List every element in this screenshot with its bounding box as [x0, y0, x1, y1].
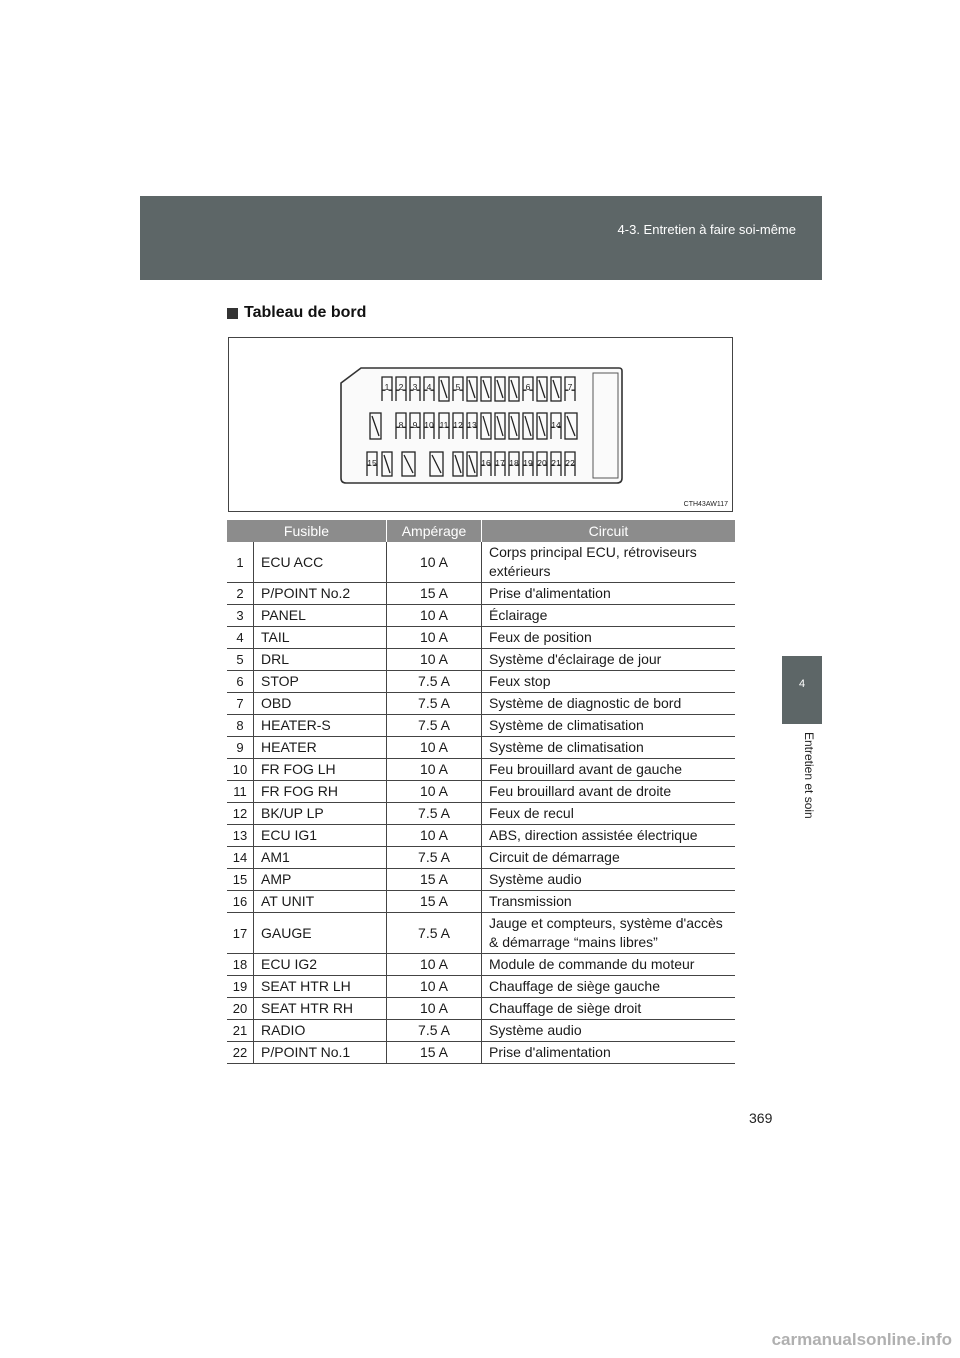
circuit-cell: Feu brouillard avant de gauche — [482, 759, 736, 781]
fuse-name-cell: AT UNIT — [254, 891, 387, 913]
circuit-cell: Prise d'alimentation — [482, 583, 736, 605]
amperage-cell: 15 A — [387, 1042, 482, 1064]
table-row — [227, 542, 735, 583]
col-header-circuit: Circuit — [482, 520, 736, 542]
table-row — [227, 954, 735, 976]
circuit-cell: Système audio — [482, 869, 736, 891]
circuit-cell: ABS, direction assistée électrique — [482, 825, 736, 847]
amperage-cell: 7.5 A — [387, 1020, 482, 1042]
fuse-number-label: 3 — [412, 382, 418, 392]
amperage-cell: 7.5 A — [387, 693, 482, 715]
amperage-cell: 10 A — [387, 954, 482, 976]
table-header-row — [227, 520, 735, 542]
fuse-name-cell: BK/UP LP — [254, 803, 387, 825]
amperage-cell: 7.5 A — [387, 715, 482, 737]
fuse-number-cell: 21 — [227, 1020, 254, 1042]
side-chapter-name: Entretien et soin — [802, 732, 816, 819]
fuse-number-cell: 20 — [227, 998, 254, 1020]
amperage-cell: 10 A — [387, 976, 482, 998]
fuse-name-cell: ECU IG2 — [254, 954, 387, 976]
table-row — [227, 913, 735, 954]
fuse-number-label: 6 — [525, 382, 531, 392]
fuse-name-cell: P/POINT No.2 — [254, 583, 387, 605]
fuse-name-cell: STOP — [254, 671, 387, 693]
table-row — [227, 649, 735, 671]
fuse-name-cell: DRL — [254, 649, 387, 671]
fuse-number-label: 5 — [455, 382, 461, 392]
fuse-number-label: 9 — [412, 420, 418, 430]
table-row — [227, 825, 735, 847]
fuse-number-label: 18 — [509, 458, 519, 468]
fuse-name-cell: HEATER-S — [254, 715, 387, 737]
circuit-cell: Système d'éclairage de jour — [482, 649, 736, 671]
fuse-number-cell: 16 — [227, 891, 254, 913]
table-row — [227, 605, 735, 627]
fuse-name-cell: HEATER — [254, 737, 387, 759]
fuse-number-cell: 15 — [227, 869, 254, 891]
circuit-cell: Feux de position — [482, 627, 736, 649]
fuse-name-cell: FR FOG LH — [254, 759, 387, 781]
side-chapter-label — [787, 732, 817, 872]
fuse-number-cell: 4 — [227, 627, 254, 649]
table-row — [227, 715, 735, 737]
chapter-header — [140, 196, 822, 280]
fuse-name-cell: FR FOG RH — [254, 781, 387, 803]
fuse-box-drawing — [229, 338, 734, 513]
section-heading — [227, 304, 366, 322]
col-header-fuse: Fusible — [227, 520, 387, 542]
square-bullet-icon — [227, 308, 238, 319]
fuse-number-cell: 17 — [227, 913, 254, 954]
fuse-number-label: 10 — [424, 420, 434, 430]
amperage-cell: 10 A — [387, 605, 482, 627]
circuit-cell: Corps principal ECU, rétroviseurs extérieurs — [482, 542, 736, 583]
fuse-number-cell: 1 — [227, 542, 254, 583]
amperage-cell: 10 A — [387, 998, 482, 1020]
amperage-cell: 15 A — [387, 869, 482, 891]
amperage-cell: 10 A — [387, 542, 482, 583]
amperage-cell: 10 A — [387, 759, 482, 781]
table-row — [227, 693, 735, 715]
fuse-name-cell: SEAT HTR RH — [254, 998, 387, 1020]
page-number: 369 — [749, 1110, 773, 1126]
fuse-number-cell: 11 — [227, 781, 254, 803]
table-row — [227, 847, 735, 869]
amperage-cell: 15 A — [387, 583, 482, 605]
fuse-number-label: 8 — [398, 420, 404, 430]
fuse-number-label: 16 — [481, 458, 491, 468]
fuse-number-cell: 8 — [227, 715, 254, 737]
circuit-cell: Transmission — [482, 891, 736, 913]
chapter-tab[interactable]: 4 — [782, 656, 822, 724]
table-row — [227, 737, 735, 759]
fuse-number-cell: 10 — [227, 759, 254, 781]
fuse-number-label: 11 — [439, 420, 449, 430]
table-row — [227, 1020, 735, 1042]
fuse-number-cell: 6 — [227, 671, 254, 693]
amperage-cell: 7.5 A — [387, 671, 482, 693]
circuit-cell: Chauffage de siège droit — [482, 998, 736, 1020]
fuse-number-label: 2 — [398, 382, 404, 392]
amperage-cell: 10 A — [387, 649, 482, 671]
fuse-number-cell: 3 — [227, 605, 254, 627]
table-row — [227, 781, 735, 803]
table-row — [227, 869, 735, 891]
fuse-name-cell: PANEL — [254, 605, 387, 627]
fuse-number-label: 12 — [453, 420, 463, 430]
fuse-name-cell: ECU ACC — [254, 542, 387, 583]
table-row — [227, 803, 735, 825]
circuit-cell: Circuit de démarrage — [482, 847, 736, 869]
amperage-cell: 10 A — [387, 737, 482, 759]
table-row — [227, 891, 735, 913]
fuse-number-cell: 9 — [227, 737, 254, 759]
fuse-name-cell: P/POINT No.1 — [254, 1042, 387, 1064]
table-row — [227, 759, 735, 781]
fuse-number-label: 21 — [551, 458, 561, 468]
table-row — [227, 583, 735, 605]
fuse-number-label: 15 — [367, 458, 377, 468]
fuse-number-cell: 5 — [227, 649, 254, 671]
circuit-cell: Module de commande du moteur — [482, 954, 736, 976]
circuit-cell: Chauffage de siège gauche — [482, 976, 736, 998]
amperage-cell: 10 A — [387, 781, 482, 803]
fuse-name-cell: ECU IG1 — [254, 825, 387, 847]
circuit-cell: Système de climatisation — [482, 737, 736, 759]
table-row — [227, 998, 735, 1020]
circuit-cell: Système de diagnostic de bord — [482, 693, 736, 715]
circuit-cell: Système audio — [482, 1020, 736, 1042]
fuse-number-label: 17 — [495, 458, 505, 468]
fuse-number-label: 13 — [467, 420, 477, 430]
fuse-number-label: 14 — [551, 420, 561, 430]
fuse-number-label: 7 — [567, 382, 573, 392]
circuit-cell: Feu brouillard avant de droite — [482, 781, 736, 803]
fuse-number-label: 19 — [523, 458, 533, 468]
fuse-number-label: 22 — [565, 458, 575, 468]
amperage-cell: 7.5 A — [387, 847, 482, 869]
fuse-name-cell: RADIO — [254, 1020, 387, 1042]
figure-code: CTH43AW117 — [683, 501, 728, 508]
fuse-name-cell: AM1 — [254, 847, 387, 869]
circuit-cell: Jauge et compteurs, système d'accès & démarrage “mains libres” — [482, 913, 736, 954]
fuse-box-diagram — [228, 337, 733, 512]
amperage-cell: 7.5 A — [387, 803, 482, 825]
fuse-name-cell: SEAT HTR LH — [254, 976, 387, 998]
fuse-number-cell: 14 — [227, 847, 254, 869]
circuit-cell: Système de climatisation — [482, 715, 736, 737]
amperage-cell: 10 A — [387, 825, 482, 847]
fuse-table — [227, 520, 735, 1064]
table-row — [227, 671, 735, 693]
circuit-cell: Feux de recul — [482, 803, 736, 825]
fuse-name-cell: TAIL — [254, 627, 387, 649]
fuse-name-cell: OBD — [254, 693, 387, 715]
fuse-number-cell: 2 — [227, 583, 254, 605]
section-title: Tableau de bord — [244, 304, 367, 321]
fuse-number-cell: 18 — [227, 954, 254, 976]
fuse-name-cell: AMP — [254, 869, 387, 891]
amperage-cell: 10 A — [387, 627, 482, 649]
circuit-cell: Prise d'alimentation — [482, 1042, 736, 1064]
fuse-number-cell: 12 — [227, 803, 254, 825]
circuit-cell: Feux stop — [482, 671, 736, 693]
circuit-cell: Éclairage — [482, 605, 736, 627]
col-header-amperage: Ampérage — [387, 520, 482, 542]
fuse-number-cell: 19 — [227, 976, 254, 998]
fuse-number-label: 4 — [426, 382, 432, 392]
watermark: carmanualsonline.info — [771, 1330, 952, 1349]
chapter-title: 4-3. Entretien à faire soi-même — [617, 222, 796, 237]
table-row — [227, 627, 735, 649]
amperage-cell: 7.5 A — [387, 913, 482, 954]
table-row — [227, 1042, 735, 1064]
fuse-name-cell: GAUGE — [254, 913, 387, 954]
fuse-number-cell: 7 — [227, 693, 254, 715]
amperage-cell: 15 A — [387, 891, 482, 913]
table-row — [227, 976, 735, 998]
fuse-number-label: 20 — [537, 458, 547, 468]
fuse-number-cell: 22 — [227, 1042, 254, 1064]
fuse-number-cell: 13 — [227, 825, 254, 847]
fuse-number-label: 1 — [384, 382, 390, 392]
